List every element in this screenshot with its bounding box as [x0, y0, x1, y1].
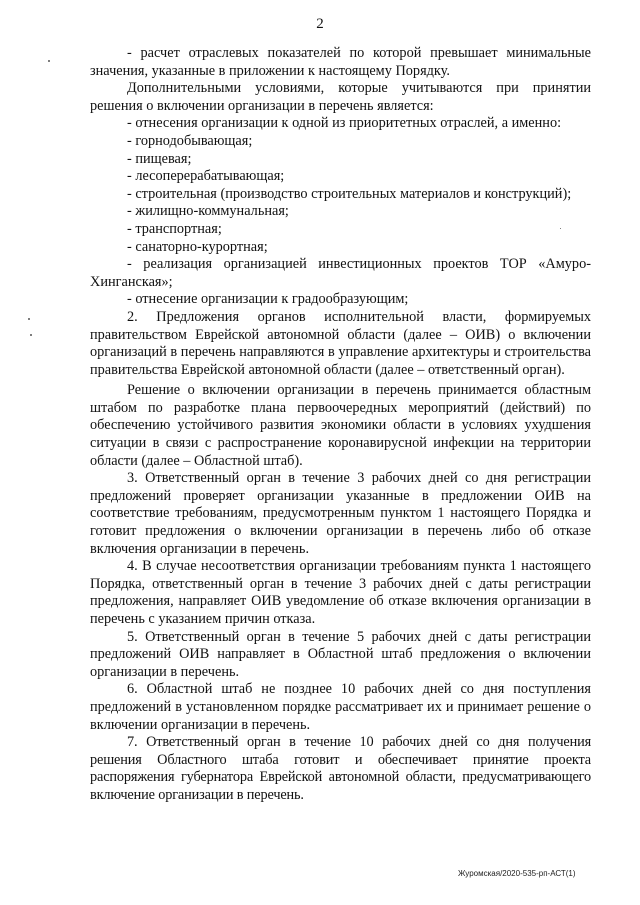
list-item-food: - пищевая;	[127, 150, 192, 167]
scan-speck	[48, 60, 50, 62]
paragraph-item-7: 7. Ответственный орган в течение 10 рабочих дней со дня получения решения Областного штаба готовит и обеспечивает принятие проекта распоряжения губернатора Еврейской автономной области, предусматривающего включение организации в перечень.	[90, 734, 591, 803]
paragraph-decision: Решение о включении организации в перечень принимается областным штабом по разработке плана первоочередных мероприятий (действий) по обеспечению устойчивого развития экономики области в условиях ухудшения ситуации в связи с распространение коронавирусной инфекции на территории области (далее – Областной штаб).	[90, 382, 591, 469]
page-number: 2	[316, 16, 324, 32]
list-item-housing: - жилищно-коммунальная;	[127, 203, 289, 220]
paragraph-item-2: 2. Предложения органов исполнительной власти, формируемых правительством Еврейской автономной области (далее – ОИВ) о включении организаций в перечень направляются в управление архитектуры и строительства правительства Еврейской автономной области (далее – ответственный орган).	[90, 308, 591, 378]
list-item-priority-industries: - отнесения организации к одной из приоритетных отраслей, а именно:	[127, 115, 562, 132]
list-item-city-forming: - отнесение организации к градообразующим;	[127, 291, 409, 308]
list-item-investment-projects: - реализация организацией инвестиционных проектов ТОР «Амуро-Хинганская»;	[90, 256, 591, 290]
list-item-transport: - транспортная;	[127, 220, 222, 237]
scan-speck	[28, 318, 30, 320]
list-item-mining: - горнодобывающая;	[127, 132, 253, 149]
scan-speck	[30, 334, 32, 336]
list-item-resort: - санаторно-курортная;	[127, 238, 268, 255]
paragraph-item-3: 3. Ответственный орган в течение 3 рабочих дней со дня регистрации предложений проверяет организации указанные в предложении ОИВ на соответствие требованиям, предусмотренным пунктом 1 настоящего Порядка и готовит предложения о включении организации в перечень либо об отказе включения организации в перечень.	[90, 470, 591, 557]
scan-speck	[560, 228, 561, 229]
paragraph-item-4: 4. В случае несоответствия организации требованиям пункта 1 настоящего Порядка, ответственный орган в течение 3 рабочих дней с даты регистрации предложения, направляет ОИВ уведомление об отказе включения организации в перечень с указанием причин отказа.	[90, 558, 591, 627]
list-item-timber: - лесоперерабатывающая;	[127, 168, 285, 185]
paragraph-criteria-continuation: - расчет отраслевых показателей по которой превышает минимальные значения, указанные в приложении к настоящему Порядку.	[90, 45, 591, 79]
paragraph-additional-conditions: Дополнительными условиями, которые учитываются при принятии решения о включении организации в перечень является:	[90, 80, 591, 114]
paragraph-item-6: 6. Областной штаб не позднее 10 рабочих дней со дня поступления предложений в установленном порядке рассматривает их и принимает решение о включении организации в перечень.	[90, 681, 591, 733]
document-body	[90, 45, 591, 805]
paragraph-item-5: 5. Ответственный орган в течение 5 рабочих дней с даты регистрации предложений ОИВ направляет в Областной штаб предложения о включении организации в перечень.	[90, 628, 591, 680]
document-footer-code: Журомская/2020-535-рп-АСТ(1)	[458, 869, 576, 878]
list-item-construction: - строительная (производство строительных материалов и конструкций);	[127, 185, 572, 202]
